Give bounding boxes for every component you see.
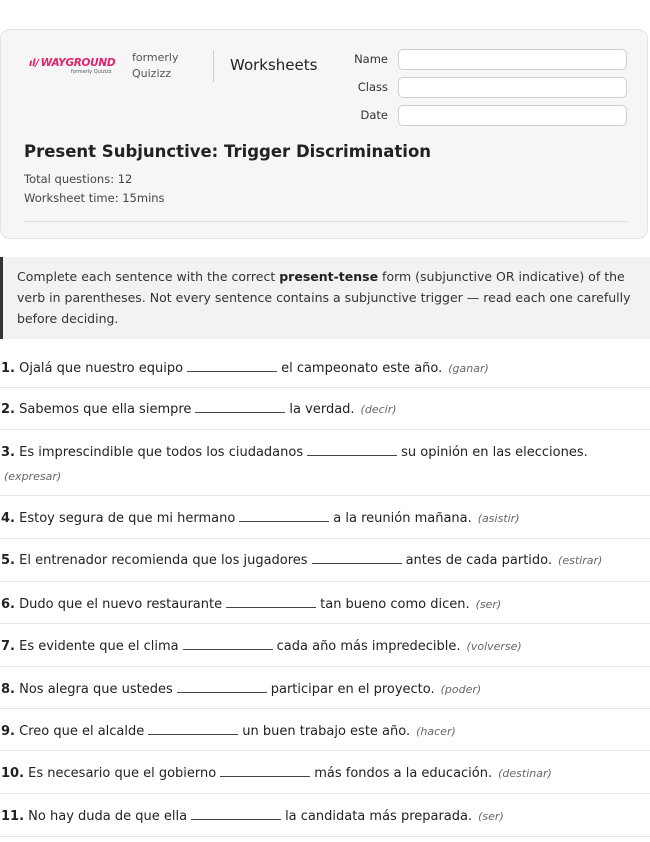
answer-blank[interactable] (239, 508, 329, 522)
question-item: 8. Nos alegra que ustedes participar en el proyecto. (poder) (0, 667, 650, 709)
verb-hint: (asistir) (477, 512, 520, 525)
verb-hint: (decir) (360, 403, 397, 416)
answer-blank[interactable] (177, 679, 267, 693)
verb-hint: (ser) (475, 598, 502, 611)
logo-subtext: formerly Quizizz (71, 69, 112, 75)
answer-blank[interactable] (191, 806, 281, 820)
verb-hint: (expresar) (4, 470, 62, 483)
logo-text: WAYGROUND (40, 57, 116, 69)
verb-hint: (destinar) (498, 767, 552, 780)
logo-mark-icon: ıl/ (29, 58, 39, 69)
verb-hint: (ser) (478, 810, 504, 823)
answer-blank[interactable] (148, 721, 238, 735)
question-item: 10. Es necesario que el gobierno más fondos a la educación. (destinar) (0, 751, 650, 794)
header-divider (213, 50, 214, 82)
answer-blank[interactable] (195, 399, 285, 413)
answer-blank[interactable] (187, 358, 277, 372)
verb-hint: (ganar) (448, 362, 489, 375)
section-title: Worksheets (230, 56, 318, 74)
question-item: 11. No hay duda de que ella la candidata más preparada. (ser) (0, 794, 650, 837)
class-field[interactable] (398, 77, 627, 98)
date-field[interactable] (398, 105, 627, 126)
name-field[interactable] (398, 49, 627, 70)
worksheet-header (0, 29, 648, 239)
question-item: 1. Ojalá que nuestro equipo el campeonato este año. (ganar) (0, 355, 650, 388)
question-item: 6. Dudo que el nuevo restaurante tan bueno como dicen. (ser) (0, 582, 650, 624)
question-item: 3. Es imprescindible que todos los ciudadanos su opinión en las elecciones. (expresar) (0, 430, 650, 496)
worksheet-time: Worksheet time: 15mins (24, 191, 165, 205)
question-item: 2. Sabemos que ella siempre la verdad. (decir) (0, 388, 650, 430)
name-label: Name (354, 52, 388, 66)
instructions-box: Complete each sentence with the correct present-tense form (subjunctive OR indicative) of the verb in parentheses. Not every sentence contains a subjunctive trigger — read each one carefully before deciding. (0, 257, 650, 339)
class-label: Class (357, 80, 388, 94)
verb-hint: (estirar) (558, 554, 603, 567)
date-label: Date (360, 108, 388, 122)
verb-hint: (poder) (440, 683, 482, 696)
question-item: 9. Creo que el alcalde un buen trabajo este año. (hacer) (0, 709, 650, 751)
worksheet-title: Present Subjunctive: Trigger Discrimination (24, 142, 432, 161)
question-item: 5. El entrenador recomienda que los jugadores antes de cada partido. (estirar) (0, 539, 650, 582)
answer-blank[interactable] (226, 594, 316, 608)
answer-blank[interactable] (312, 550, 402, 564)
answer-blank[interactable] (307, 442, 397, 456)
header-rule (24, 221, 627, 222)
question-item: 7. Es evidente que el clima cada año más impredecible. (volverse) (0, 624, 650, 667)
question-item: 4. Estoy segura de que mi hermano a la reunión mañana. (asistir) (0, 496, 650, 539)
answer-blank[interactable] (220, 763, 310, 777)
total-questions: Total questions: 12 (24, 172, 133, 186)
verb-hint: (volverse) (466, 640, 522, 653)
verb-hint: (hacer) (416, 725, 456, 738)
wayground-logo (29, 57, 119, 75)
answer-blank[interactable] (183, 636, 273, 650)
formerly-note: formerly Quizizz (132, 51, 179, 80)
